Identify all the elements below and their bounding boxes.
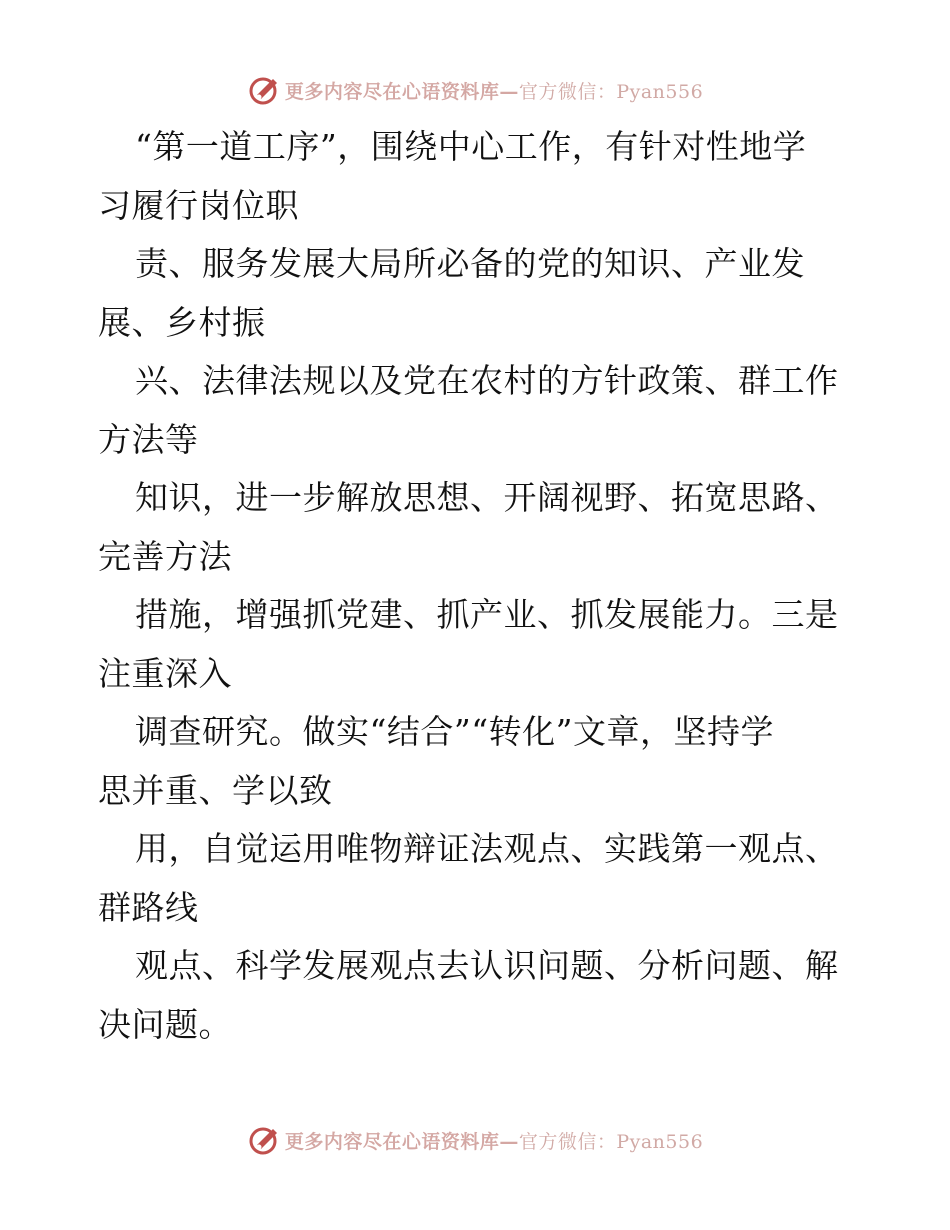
text-line: 兴、法律法规以及党在农村的方针政策、群工作 xyxy=(135,361,839,400)
footer-banner-main: 更多内容尽在心语资料库— xyxy=(284,1130,519,1153)
header-banner-wechat: 官方微信：Pyan556 xyxy=(518,80,704,103)
text-line: 方法等 xyxy=(98,419,199,459)
document-body xyxy=(98,118,858,1054)
text-line: 观点、科学发展观点去认识问题、分析问题、解 xyxy=(135,946,839,985)
text-line: 用，自觉运用唯物辩证法观点、实践第一观点、 xyxy=(135,829,839,868)
text-line: 习履行岗位职 xyxy=(98,185,299,225)
header-banner-text xyxy=(285,77,703,104)
footer-banner-wechat: 官方微信：Pyan556 xyxy=(518,1130,704,1153)
header-banner xyxy=(0,70,950,110)
pen-nib-circle-icon xyxy=(247,1123,281,1157)
text-line: 知识，进一步解放思想、开阔视野、拓宽思路、 xyxy=(135,478,839,517)
text-line: “第一道工序”，围绕中心工作，有针对性地学 xyxy=(135,127,807,166)
header-banner-main: 更多内容尽在心语资料库— xyxy=(284,80,519,103)
text-line: 展、乡村振 xyxy=(98,302,266,342)
pen-nib-circle-icon xyxy=(247,73,281,107)
footer-banner xyxy=(0,1120,950,1160)
text-line: 决问题。 xyxy=(98,1004,232,1044)
text-line: 完善方法 xyxy=(98,536,232,576)
text-line: 注重深入 xyxy=(98,653,232,693)
text-line: 调查研究。做实“结合”“转化”文章，坚持学 xyxy=(135,712,774,751)
footer-banner-text xyxy=(285,1127,703,1154)
text-line: 思并重、学以致 xyxy=(98,770,333,810)
text-line: 群路线 xyxy=(98,887,199,927)
text-line: 责、服务发展大局所必备的党的知识、产业发 xyxy=(135,244,805,283)
text-line: 措施，增强抓党建、抓产业、抓发展能力。三是 xyxy=(135,595,839,634)
